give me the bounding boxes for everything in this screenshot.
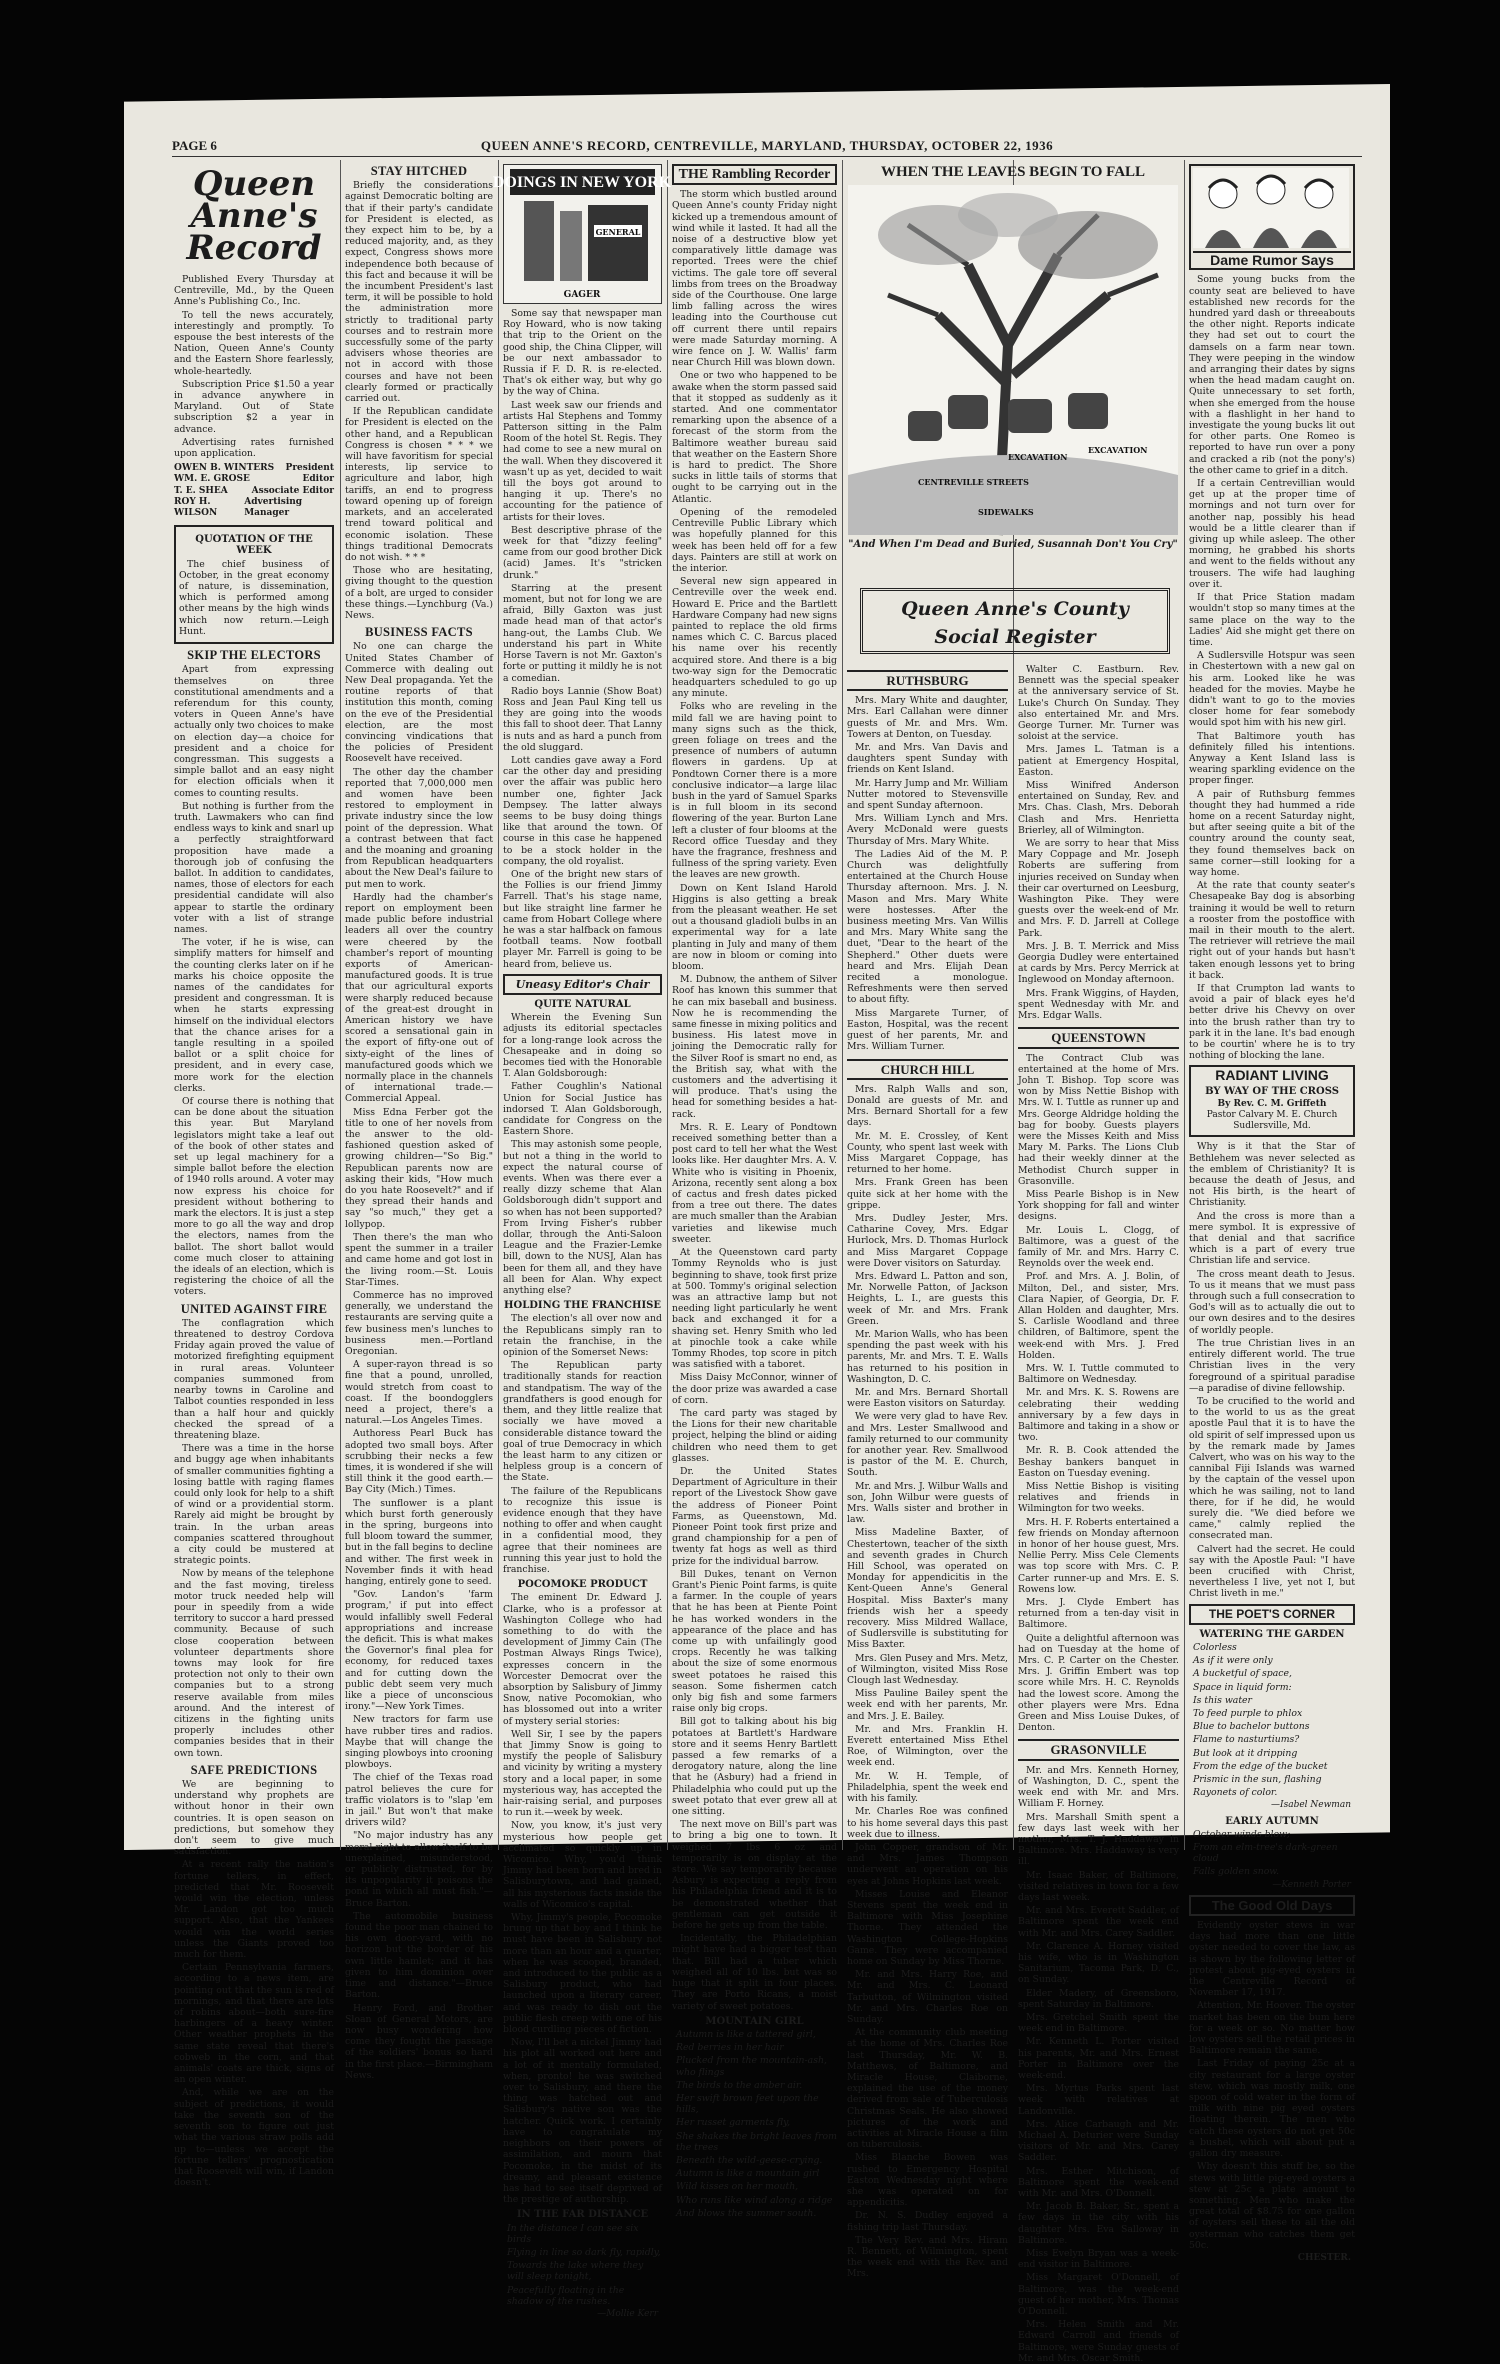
social-item: Mr. Louis L. Clogg, of Baltimore, was a guest of the family of Mr. and Mrs. Harry C. Reynolds over the week end. [1018, 1224, 1179, 1270]
article-paragraph: Certain Pennsylvania farmers, according to a news item, are pointing out that the sun is red of mornings, and that there are lots of robins about—both sure-fire harbingers of a heavy winter. Other weather prophets in the same state reveal that there's cobweb in the corn, and that animals' coats are thick, signs of an open winter. [174, 1962, 334, 2086]
social-item: Dr. N. S. Dudley enjoyed a fishing trip last Thursday. [847, 2210, 1008, 2233]
poets-corner-banner: THE POET'S CORNER [1189, 1604, 1355, 1625]
social-item: At the community club meeting at the home of Mrs. Charles Roe last Thursday, Mr. W. B. Matthews, of Baltimore, and Miracle House, Claiborne, explained the use of the money derived from sale of Tuberculosis Christmas Seals. He also showed pictures of the work and activities at Miracle House a film on tuberculosis. [847, 2027, 1008, 2151]
doings-title: DOINGS IN NEW YORK [492, 174, 672, 191]
article-paragraph: Miss Edna Ferber got the title to one of her novels from the answer to the old-fashioned question asked of growing children—"So Big." Republican parents now are asking their kids, "How much do you hate Roosevelt?" and if they spread their hands and say "so much," they get a lollypop. [345, 1106, 493, 1230]
poem-line: Is this water [1193, 1694, 1253, 1706]
article-paragraph: Now, I'll bet a nickel Jimmy had his plot all worked out here and a lot of it mentally formulated, when, pronto! he was switched over to Salisbury, and there the thing was hatched out and Salisbury's native son was the hatcher. Quick work. I certainly have to congratulate my neighbors on their powers of assimilation, and mourn that Pocomoke, in the midst of its dreamy, and pleasant existence has had to see itself deprived of the prestige of authorship. [503, 2037, 662, 2206]
social-item: Mrs. Mary White and daughter, Mrs. Earl Callahan were dinner guests of Mr. and Mrs. Wm. Towers at Denton, on Tuesday. [847, 695, 1008, 740]
article-paragraph: Opening of the remodeled Centreville Public Library which was hopefully planned for this week has been held off for a few days. Painters are still at work on the interior. [672, 506, 837, 574]
article-paragraph: The storm which bustled around Queen Anne's county Friday night kicked up a tremendous amount of wind while it lasted. It had all the noise of a destructive blow yet comparatively little damage was reported. Trees were the chief victims. The gale tore off several limbs from trees on the Broadway side of the Courthouse. One large limb falling across the wires leading into the Courthouse cut off current there until repairs were made Saturday morning. A wire fence on J. W. Wallis' farm near Church Hill was blown down. [672, 189, 837, 369]
rumor-item: Some young bucks from the county seat are believed to have established new records for the hundred yard dash or threeabouts the other night. Reports indicate they had set out to court the damsels on a farm near town. They were peeping in the window and arranging their dates by signs when the head madam caught on. Quite unnecessary to set forth, when she emerged from the house with a flashlight in her hand to investigate the young bucks lit out for other parts. One Romeo is reported to have run over a pony and cracked a rib (not the pony's) the other came to grief in a ditch. [1189, 274, 1355, 476]
staff-row: T. E. SHEA Associate Editor [174, 485, 334, 496]
rumor-item: At the rate that county seater's Chesapeake Bay dog is absorbing training it would be well to return a rooster from the postoffice with mail in their mouth to the alert. The retriever will retrieve the mail right out of your hands but hasn't taken enough lessons yet to bring it back. [1189, 880, 1355, 981]
social-item: John Copper, grandson of Mr. and Mrs. James Thompson underwent an operation on his eyes at Johns Hopkins last week. [847, 1841, 1008, 1887]
article-paragraph: Father Coughlin's National Union for Social Justice has indorsed T. Alan Goldsborough, candidate for Congress on the Eastern Shore. [503, 1081, 662, 1138]
article-paragraph: The failure of the Republicans to recognize this issue is evidence enough that they have nothing to offer and when caught in a confidential mood, they agree that their nominees are running this year just to hold the franchise. [503, 1485, 662, 1575]
column-opinion [345, 160, 493, 2081]
social-item: Mrs. W. I. Tuttle commuted to Baltimore on Wednesday. [1018, 1362, 1179, 1386]
social-item: Mr. Clarence A. Horney visited his wife, who is in Washington Sanitarium, Tacoma Park, D. C., on Sunday. [1018, 1940, 1179, 1986]
article-paragraph: No one can charge the United States Chamber of Commerce with dealing out New Deal propaganda. Yet the routine reports of that institution this month, coming on the eve of the Presidential election, are the most convincing vindications that the policies of President Roosevelt have received. [345, 641, 493, 765]
article-paragraph: Radio boys Lannie (Show Boat) Ross and Jean Paul King tell us they are going into the woods this fall to shoot deer. That Lanny is nuts and as hard a punch from the old sluggard. [503, 685, 662, 753]
social-item: Mr. M. E. Crossley, of Kent County, who spent last week with Miss Margaret Coppage, has returned to her home. [847, 1130, 1008, 1176]
staff-row: ROY H. WILSON Advertising Manager [174, 496, 303, 519]
poem-line: Red berries in her hair [676, 2042, 784, 2054]
social-item: Mr. and Mrs. Harry Roe, and Mr. and Mrs. C. Leonard Tarbutton, of Wilmington visited Mr. and Mrs. Charles Roe on Sunday. [847, 1969, 1008, 2025]
article-paragraph: Hardly had the chamber's report on employment been made public before industrial leaders all over the country were cheered by the chamber's report of mounting exports of American-manufactured goods. It is true that our agricultural exports were sharply reduced because of the great-est drought in American history we have scored a sensational gain in the export of fifty-one out of sixty-eight of the lines of manufactured goods which we normally place in the channels of international trade.—Commercial Appeal. [345, 891, 493, 1105]
social-item: Miss Margarete Turner, of Easton, Hospital, was the recent guest of her parents, Mr. and Mrs. William Turner. [847, 1007, 1008, 1053]
subscription-note: Subscription Price $1.50 a year in advance anywhere in Maryland. Out of State subscription $2 a year in advance. [174, 378, 334, 435]
masthead [172, 138, 1362, 157]
social-item: Mr. Kenneth L. Porter visited his parents, Mr. and Mrs. Ernest Porter in Baltimore over the week-end. [1018, 2036, 1179, 2081]
article-heading: POCOMOKE PRODUCT [517, 1579, 648, 1591]
article-paragraph: "No major industry has any moral right to allow itself to be unexplained, misunderstood, or publicly distrusted, for by its unpopularity it poisons the pond in which all must fish."—Bruce Barton. [345, 1830, 493, 1909]
doings-sign: GENERAL [595, 227, 641, 237]
article-paragraph: Mrs. R. E. Leary of Pondtown received something better than a post card to tell her what the West looks like. Her daughter Mrs. A. V. White who is visiting in Phoenix, Arizona, recently sent along a box of cactus and fresh dates picked from a tree out there. The dates are much smaller than the Arabian varieties and likewise much sweeter. [672, 1121, 837, 1245]
column-social-2 [1018, 664, 1179, 2364]
dame-rumor-heading: Dame Rumor Says [1193, 251, 1351, 266]
social-item: Mr. Harry Jump and Mr. William Nutter motored to Stevensville and spent Sunday afternoon. [847, 777, 1008, 812]
social-item: Mr. Jacob B. Baker, Sr., spent a few days in the city with his daughter Mrs. Eva Salloway in Baltimore. [1018, 2201, 1179, 2246]
article-heading: STAY HITCHED [370, 164, 468, 178]
column-rambling-recorder [672, 160, 837, 2219]
article-paragraph: Several new sign appeared in Centreville over the week end. Howard E. Price and the Bartlett Hardware Company had new signs painted to replace the old firms names which C. C. Barcus placed his name over his recently acquired store. And there is a big two-way sign for the Democratic headquarters scheduled to go up any minute. [672, 576, 837, 700]
cartoon-label: EXCAVATION [1008, 452, 1068, 462]
poem-line: As if it were only [1193, 1655, 1273, 1667]
cartoon-caption: "And When I'm Dead and Buried, Susannah Don't You Cry" [848, 539, 1178, 550]
article-paragraph: The Republican party traditionally stands for reaction and standpatism. The way of the grandfathers is good enough for them, and they little realize that socially we have moved a considerable distance toward the goal of true Democracy in which the least harm to any citizen or helpless group is a concern of the State. [503, 1360, 662, 1484]
cartoon-drawing [848, 185, 1178, 535]
article-paragraph: At the Queenstown card party Tommy Reynolds who is just beginning to shave, took first prize at 500. Tommy's original selection was an attractive lamp but not needing light particularly he went back and exchanged it for a shaving set. Henry Smith who led at pinochle took a cake while Tommy Rhodes, top score in pitch was satisfied with a taboret. [672, 1247, 837, 1371]
social-item: Miss Madeline Baxter, of Chestertown, teacher of the sixth and seventh grades in Church Hill School, was operated on Monday for appendicitis in the Kent-Queen Anne's General Hospital. Miss Baxter's many friends wish her a speedy recovery. Miss Mildred Wallace, of Sudlersville is substituting for Miss Baxter. [847, 1527, 1008, 1651]
doings-in-new-york-illustration [492, 164, 672, 304]
article-paragraph: And the cross is more than a mere symbol. It is expressive of that denial and that sacrifice which is a part of every true Christian life and service. [1189, 1210, 1355, 1267]
poem-line: She shakes the bright leaves from the trees [676, 2130, 837, 2153]
poem-line: Falls golden snow. [1193, 1866, 1280, 1878]
article-paragraph: Now, you know, it's just very mysterious how people get acclimated so quickly up in Wicomico. Why, you'd think Jimmy had been born and bred in Salisburytown, and had gained, all his mysterious facts inside the walls of Wicomico's capital. [503, 1820, 662, 1910]
radiant-living-subheading: BY WAY OF THE CROSS [1205, 1085, 1339, 1097]
social-item: Mrs. Frank Green has been quite sick at her home with the grippe. [847, 1177, 1008, 1211]
article-paragraph: The election's all over now and the Republicans simply ran to retain the franchise, in the opinion of the Somerset News: [503, 1313, 662, 1359]
article-paragraph: At a recent rally the nation's fortune tellers, in effect, predicted that Mr. Roosevelt would win the election, unless Mr. Landon got too much support. Also, that the Yankees would win the world series unless the Giants proved too much for them. [174, 1859, 334, 1961]
poem-line: From the edge of the bucket [1193, 1760, 1328, 1772]
social-item: Mr. and Mrs. Bernard Shortall were Easton visitors on Saturday. [847, 1386, 1008, 1410]
article-heading: HOLDING THE FRANCHISE [504, 1300, 661, 1312]
social-item: Mrs. Myrtus Parks spent last week with relatives at Landonville. [1018, 2083, 1179, 2117]
poem-line: Her russet garments fly, [676, 2117, 791, 2129]
social-item: Miss Margaret O'Donnell, of Baltimore, was the week-end guest of her mother, Mrs. Thomas O'Donnell. [1018, 2272, 1179, 2318]
staff-row: OWEN B. WINTERS President [174, 463, 334, 474]
article-paragraph: Down on Kent Island Harold Higgins is also getting a break from the pleasant weather. He set out a thousand gladioli bulbs in an experimental way for a late planting in July and many of them are now in bloom or coming into bloom. [672, 882, 837, 973]
article-paragraph: Of course there is nothing that can be done about the situation this year. But Maryland legislators might take a leaf out of the book of other states and set up legal machinery for a simple ballot before the election of 1940 rolls around. A voter may now express his choice for president without bothering to mark the electors. It is just a step more to go all the way and drop the electors, names from the ballot. The short ballot would come much closer to attaining the ideals of an election, which is registering the choice of all the voters. [174, 1096, 334, 1298]
social-item: Mr. Charles Roe was confined to his home several days this past week due to illness. [847, 1806, 1008, 1840]
article-paragraph: Well Sir, I see by the papers that Jimmy Snow is going to mystify the people of Salisbury and vicinity by writing a mystery story and a local paper, in some mysterious way, has accepted the hair-raising serial, and purposes to run it.—week by week. [503, 1728, 662, 1819]
article-paragraph: Some say that newspaper man Roy Howard, who is now taking that trip to the Orient on the good ship, the China Clipper, will be our next ambassador to Russia if F. D. R. is re-elected. That's ok either way, but why go by the way of China. [503, 308, 662, 398]
article-paragraph: Bill got to talking about his big potatoes at Bartlett's Hardware store and it seems Henry Bartlett passed a few remarks of a derogatory nature, along the line that he (Asbury) had a friend in Philadelphia who could put up the sweet potato that ever grew all at one sitting. [672, 1716, 837, 1818]
column-rule [842, 160, 843, 1850]
good-old-days-banner: The Good Old Days [1189, 1895, 1355, 1916]
poem-line: Autumn is like a tattered girl, [676, 2028, 816, 2040]
social-item: Walter C. Eastburn. Rev. Bennett was the special speaker at the anniversary service of St. Luke's Church On Sunday. They also entertained Mr. and Mrs. George Turner. Mr. Turner was soloist at the service. [1018, 664, 1179, 743]
logo-line: Record [186, 228, 322, 268]
logo-line: Queen Anne's [190, 164, 318, 236]
column-rule [667, 160, 668, 1850]
article-paragraph: Miss Daisy McConnor, winner of the door prize was awarded a case of corn. [672, 1372, 837, 1406]
social-item: Elder Madery, of Greensboro, spent Saturday in Baltimore. [1018, 1987, 1179, 2010]
social-item: Quite a delightful afternoon was had on Tuesday at the home of Mrs. C. P. Carter on the Chester. Mrs. J. Griffin Embert was top score while Mrs. H. C. Reynolds had the lowest score. Among the other players were Mrs. Edna Green and Miss Louise Dukes, of Denton. [1018, 1632, 1179, 1734]
social-item: Prof. and Mrs. A. J. Bolin, of Milton, Del., and sister, Mrs. Clara Napier, of Georgia, Dr. F. Allan Holden and daughter, Mrs. S. Carlisle Woodland and three children, of Baltimore, spent the week-end with Mrs. J. Fred Holden. [1018, 1271, 1179, 1361]
advertising-note: Advertising rates furnished upon application. [174, 436, 334, 460]
article-paragraph: To be crucified to the world and to the world to us as the great apostle Paul that it is to have the old spirit of self impressed upon us by the remark made by James Calvert, who was on his way to the cannibal Fiji Islands was warned by the captain of the vessel upon which he was sailing, not to land there, for if he did, he would surely die. "We died before we came," calmly replied the consecrated man. [1189, 1395, 1355, 1542]
poem-heading: EARLY AUTUMN [1225, 1815, 1319, 1827]
banner-line: Social Register [934, 626, 1096, 648]
poem-line: Peacefully floating in the shadow of the rushes. [507, 2284, 625, 2307]
quotation-box [174, 525, 334, 644]
social-item: Mrs. Alice Carbaugh and Mr. Michael A. Deturier were Sunday visitors of Mr. and Mrs. Carey Saddler. [1018, 2118, 1179, 2164]
social-item: Mrs. Dudley Jester, Mrs. Catharine Covey, Mrs. Edgar Hurlock, Mrs. D. Thomas Hurlock and Miss Margaret Coppage were Dover visitors on Saturday. [847, 1212, 1008, 1269]
article-paragraph: Apart from expressing themselves on three constitutional amendments and a referendum for this county, voters in Queen Anne's have actually only two choices to make on election day—a choice for president and a choice for congressman. This suggests a simple ballot and an easy night for election officials when it comes to counting results. [174, 664, 334, 799]
quotation-text: The chief business of October, in the great economy of nature, is dissemination, which is performed among other means by the high winds which now return.—Leigh Hunt. [179, 558, 329, 637]
quotation-heading: QUOTATION OF THE WEEK [195, 534, 313, 557]
poem-heading: WATERING THE GARDEN [1199, 1628, 1345, 1640]
poem-byline: —Kenneth Porter [1272, 1879, 1351, 1890]
article-paragraph: The cross meant death to Jesus. To us it means that we must pass through such a full consecration to God's will as to actually die out to our own desires and to the desires of worldly people. [1189, 1268, 1355, 1336]
article-paragraph: One of the bright new stars of the Follies is our friend Jimmy Farrell. That's his stage name, but like straight line farmer he came from Hobart College where he was a star halfback on famous football teams. Now football player Mr. Farrell is going to be heard from, believe us. [503, 868, 662, 970]
article-paragraph: Briefly the considerations against Democratic bolting are that if their party's candidate for President is elected, as they expect him to be, by a reduced majority, and, as they expect, Congress shows more independence both because of this fact and because it will be the incumbent President's last term, it will be possible to hold the administration more strictly to traditional party courses and to restrain more successfully some of the party advisers whose theories are not in accord with those courses and have not been clearly formed or practically carried out. [345, 180, 493, 405]
poem-line: Colorless [1193, 1641, 1237, 1653]
poem-heading: IN THE FAR DISTANCE [516, 2209, 649, 2221]
social-item: Mrs. Marshall Smith spent a few days last week with her mother, Mrs. T. J. Haddaway in Baltimore. Mrs. Haddaway is very ill. [1018, 1811, 1179, 1868]
article-paragraph: Bill Dukes, tenant on Vernon Grant's Pienic Point farms, is quite a farmer. In the couple of years that he has been at Piente Point he has worked wonders in the appearance of the place and has come up with unfailingly good crops. Recently he was talking about the size of some enormous sweet potatoes he raised this season. Some fishermen catch only big fish and some farmers raise only big crops. [672, 1568, 837, 1715]
poem-line: Towards the lake where they will sleep tonight, [507, 2260, 644, 2283]
signature: CHESTER. [1297, 2252, 1351, 2263]
social-item: We are sorry to hear that Miss Mary Coppage and Mr. Joseph Roberts are suffering from injuries received on Sunday when their car overturned on Leesburg, Washington Pike. They were guests over the week-end of Mr. and Mrs. F. D. Jarrell at College Park. [1018, 838, 1179, 939]
article-heading: QUITE NATURAL [534, 998, 631, 1010]
social-item: The Ladies Aid of the M. P. Church was delightfully entertained at the Church House Thursday afternoon. Mrs. J. N. Mason and Mrs. Mary White were hostesses. After the business meeting Mrs. Van Willis and Mrs. Mary White sang the duet, "Dear to the heart of the Shepherd." Other duets were heard and Mrs. Elijah Dean recited a monologue. Refreshments were then served to about fifty. [847, 848, 1008, 1006]
town-heading: RUTHSBURG [847, 670, 1008, 691]
article-paragraph: The other day the chamber reported that 7,000,000 men and women have been restored to employment in private industry since the low point of the depression. What a contrast between that fact and the moaning and groaning from Republican headquarters about the New Deal's failure to put men to work. [345, 766, 493, 890]
article-paragraph: Why, Jimmy's people, Pocomoke brung up that boy and I think he must have been in Salisbury not more than an hour and a quarter, when he was scooped, branded, and introduced to the public as a Salisbury product, who had launched upon a literary career, and was ready to dish out the public flesh creep with one of his blood curdling pieces of fiction. [503, 1912, 662, 2036]
social-item: The Very Rev. and Mrs. Hiram R. Bennett, of Wilmington, spent the week end with the Rev. and Mrs. [847, 2234, 1008, 2280]
article-paragraph: A super-rayon thread is so fine that a pound, unrolled, would stretch from coast to coast. If the boondogglers need a project, there's a natural.—Los Angeles Times. [345, 1359, 493, 1427]
poem-line: Rayonets of color. [1193, 1787, 1278, 1799]
gossip-ladies-illustration [1193, 168, 1349, 248]
author-line: Sudlersville, Md. [1233, 1121, 1311, 1132]
radiant-living-box [1189, 1065, 1355, 1137]
article-paragraph: Lott candies gave away a Ford car the other day and presiding over the affair was public hero number one, fighter Jack Dempsey. The latter always seems to be busy doing things like that around the town. Of course in this case he happened to be a stock holder in the company, the old royalist. [503, 754, 662, 867]
article-paragraph: Last Friday of paying 25c at a city restaurant for a large oyster stew, which was mostly milk, one spoon of cold water in the form of milk with nine pig eyed oysters floating therein. The men who catch these oysters do not get 50c a bushel, which will about put a gallon dry measure. [1189, 2058, 1355, 2160]
article-paragraph: Authoress Pearl Buck has adopted two small boys. After scrubbing their necks a few times, it is wondered if she will still think it the good earth.—Bay City (Mich.) Times. [345, 1428, 493, 1496]
article-paragraph: And, while we are on the subject of predictions, it would take the seventh son of the seventh son to figure out just what the various straw polls add up to—unless we accept the fortune tellers' prognostication that Roosevelt will win, if Landon doesn't. [174, 2087, 334, 2189]
article-heading: UNITED AGAINST FIRE [180, 1301, 328, 1316]
article-heading: BUSINESS FACTS [365, 625, 473, 640]
article-paragraph: Attention, Mr. Hoover. The oyster market has been on the bum here for a week or so. No matter how low oysters sell the retail prices in Baltimore remain the same. [1189, 2000, 1355, 2057]
social-item: Mr. and Mrs. Everett Saddler, of Baltimore spent the week end with Mr. and Mrs. Carey Saddler. [1018, 1905, 1179, 1939]
article-paragraph: But nothing is further from the truth. Lawmakers who can find endless ways to kink and snarl up a perfectly straightforward proposition have made a thorough job of confusing the ballot. In addition to candidates, names, those of electors for each presidential candidate will also appear to startle the ordinary voter with a list of strange names. [174, 800, 334, 935]
staff-list [174, 463, 334, 519]
article-heading: SAFE PREDICTIONS [190, 1762, 318, 1777]
article-heading: SKIP THE ELECTORS [187, 648, 321, 663]
article-paragraph: Wherein the Evening Sun adjusts its editorial spectacles for a long-range look across the Chesapeake and in doing so becomes tied with the Honorable T. Alan Goldsborough: [503, 1012, 662, 1080]
article-paragraph: Evidently oyster stews in war days had more than one little oyster needed to cover the law, as is shown by the following letter of protest about pig-eyed oysters in the Centreville Record of November 17, 1917. [1189, 1920, 1355, 1999]
cartoon-label: CENTREVILLE STREETS [918, 477, 1029, 487]
article-paragraph: New tractors for farm use have rubber tires and radios. Maybe that will change the singing plowboys into crooning plowboys. [345, 1714, 493, 1771]
poem-line: October winds blow; [1193, 1828, 1291, 1840]
poem-line: But look at it dripping [1193, 1747, 1298, 1759]
published-note: Published Every Thursday at Centreville, Md., by the Queen Anne's Publishing Co., Inc. [174, 274, 334, 308]
social-item: Mr. R. B. Cook attended the Beshay bankers banquet in Easton on Tuesday evening. [1018, 1445, 1179, 1479]
social-item: Mrs. William Lynch and Mrs. Avery McDonald were guests Thursday of Mrs. Mary White. [847, 813, 1008, 847]
article-paragraph: One or two who happened to be awake when the storm passed said that it stopped as suddenly as it started. And one commentator remarking upon the absence of a forecast of the storm from the Baltimore weather bureau said that weather on the Eastern Shore is hard to predict. The Shore sucks in little tails of storms that ought to be carrying out in the Atlantic. [672, 370, 837, 505]
rumor-item: That Baltimore youth has definitely filled his intentions. Anyway a Kent Island lass is wearing sparkling evidence on the proper finger. [1189, 730, 1355, 787]
article-paragraph: Incidentally, the Philadelphian might have had a bigger test than that. Bill had a tuber which weighed all of 10 lbs. but was so huge that it split in four places. They are Porto Ricans, a moist variety of sweet potatoes. [672, 1933, 837, 2012]
poem-byline: —Isabel Newman [1271, 1800, 1351, 1811]
article-paragraph: Why is it that the Star of Bethlehem was never selected as the emblem of Christianity? It is because the death of Jesus, and not His birth, is the heart of Christianity. [1189, 1141, 1355, 1209]
rambling-recorder-banner: THE Rambling Recorder [672, 164, 837, 185]
article-paragraph: "Gov. Landon's 'farm program,' if put into effect would infallibly swell Federal appropriations and increase the deficit. This is what makes the Governor's final plea for economy, for reduced taxes and for cutting down the public debt seem very much like a piece of unconscious irony."—New York Times. [345, 1589, 493, 1713]
social-item: Mr. and Mrs. Kenneth Horney, of Washington, D. C., spent the week end with Mr. and Mrs. William F. Horney. [1018, 1764, 1179, 1810]
social-item: Misses Louise and Eleanor Stevens spent the week end in Baltimore with Miss Josephine Thorne. They attended the Washington College-Hopkins Game. They were accompanied home on Sunday by Miss Thorne. [847, 1888, 1008, 1967]
social-item: Mrs. Edward L. Patton and son, Mr. Norwelle Patton, of Jackson Heights, L. I., are guests this week of Mr. and Mrs. Frank Green. [847, 1270, 1008, 1327]
record-logo [174, 164, 334, 268]
page-number: PAGE 6 [172, 138, 217, 153]
banner-line: Queen Anne's County [901, 598, 1129, 620]
poem-line: From an elm-tree's dark-green cloud [1193, 1842, 1338, 1865]
column-rule [340, 160, 341, 1850]
article-paragraph: The true Christian lives in an entirely different world. The true Christian lives in the very foreground of a spiritual paradise—a paradise of divine fellowship. [1189, 1337, 1355, 1394]
article-paragraph: The voter, if he is wise, can simplify matters for himself and the counting clerks later on if he marks his choice opposite the names of the candidates for president and congressman. It is when he starts expressing himself on the individual electors that the chance arises for a tangle resulting in a spoiled ballot or a split choice for president, and in every case, more work for the election clerks. [174, 937, 334, 1094]
poem-line: Who runs like wind along a ridge [676, 2194, 833, 2206]
town-heading: CHURCH HILL [847, 1059, 1008, 1080]
poem-line: Beneath the wild-geese-crying. [676, 2154, 823, 2166]
poem-line: Plucked from the mountain-ash, who flings [676, 2055, 827, 2078]
social-item: Miss Blanche Bowen was rushed to Emergency Hospital Easton Wednesday night where she was operated on for appendicitis. [847, 2152, 1008, 2209]
social-item: Miss Pauline Bailey spent the week end with her parents, Mr. and Mrs. J. E. Bailey. [847, 1688, 1008, 1722]
column-social-1 [847, 664, 1008, 2280]
radiant-living-heading: RADIANT LIVING [1215, 1067, 1329, 1084]
social-item: The Contract Club was entertained at the home of Mrs. John T. Bishop. Top score was won by Miss Nettie Bishop with Mrs. W. I. Tuttle as runner up and Mrs. George Aldridge holding the bag for booby. Guests players were the Misses Keith and Miss Mary M. Parks. The Lions Club had their weekly dinner at the Methodist Church supper in Grasonville. [1018, 1052, 1179, 1187]
poem-line: Wild kisses on her mouth, [676, 2181, 799, 2193]
social-item: Miss Nettie Bishop is visiting relatives and friends in Wilmington for two weeks. [1018, 1481, 1179, 1515]
article-paragraph: Now by means of the telephone and the fast moving, tireless motor truck needed help will pour in speedily from a wide territory to succor a hard pressed community. Because of such close cooperation between volunteer departments shore towns may look for fire protection not only to their own companies but to a strong reserve available from miles around. And the interest of citizens in the fighting units properly includes other companies besides that in their own town. [174, 1568, 334, 1759]
editorial-cartoon [848, 160, 1178, 580]
rumor-item: A Sudlersville Hotspur was seen in Chestertown with a new gal on his arm. Looked like he was headed for the movies. Maybe he didn't want to go to the movies closer home for fear somebody would spot him with his new girl. [1189, 650, 1355, 729]
rumor-item: If that Price Station madam wouldn't stop so many times at the same place on the way to the Ladies' Aid she might get there on time. [1189, 592, 1355, 648]
column-rule [498, 160, 499, 1850]
article-paragraph: Why doesn't this stuff be, so the stews with little pig-eyed oysters a stew at 25c a plate amount to something. Men who make the great total of $8.75 for one gallon of oysters sell these to all the old oysterman who catches them get 50c. [1189, 2161, 1355, 2251]
article-paragraph: This may astonish some people, but not a thing in the world to expect the natural course of events. When was there ever a really dizzy scheme that Alan Goldsborough didn't support and so when has not been supported? From Irving Fisher's rubber dollar, through the Anti-Saloon League and the Frazier-Lemke bill, down to the NUSJ, Alan has been for them all, and they have all been for Alan. Why expect anything else? [503, 1139, 662, 1297]
poem-heading: MOUNTAIN GIRL [705, 2015, 804, 2027]
social-item: We were very glad to have Rev. and Mrs. Lester Smallwood and family returned to our community for another year. Rev. Smallwood is pastor of the M. E. Church, South. [847, 1411, 1008, 1479]
article-paragraph: Those who are hesitating, giving thought to the question of a bolt, are urged to consider these things.—Lynchburg (Va.) News. [345, 565, 493, 621]
social-item: Mr. and Mrs. Franklin H. Everett entertained Miss Ethel Roe, of Wilmington, over the week end. [847, 1723, 1008, 1769]
cartoon-title: WHEN THE LEAVES BEGIN TO FALL [880, 164, 1146, 180]
social-item: Mr. Isaac Baker, of Baltimore, visited relatives in town for a few days last week. [1018, 1869, 1179, 1903]
social-register-banner [860, 588, 1170, 654]
poem-line: A bucketful of space, [1193, 1668, 1292, 1680]
cartoon-label: SIDEWALKS [978, 507, 1034, 517]
column-rule [1184, 160, 1185, 1850]
social-item: Mr. and Mrs. J. Wilbur Walls and son, John Wilbur were guests of Mrs. Walls sister and brother in law. [847, 1480, 1008, 1526]
article-paragraph: The next move on Bill's part was to bring a big one to town. It weighed 7 lbs 6 oz and temporarily is on display at the store. We say temporarily because Asbury is expecting a reply from his Philadelphia friend and it is to be demonstrated whether that gentleman can get outside it before he gets up from the table. [672, 1819, 837, 1932]
social-item: Mrs. Helen Smith and Mr. Edward Carroll and friends of Baltimore, were Sunday guests of Mr. and Mrs. Oscar Smith. [1018, 2319, 1179, 2364]
article-paragraph: The automobile business found the poor man chained to his own door-yard, with no horizon but the border of his own little hamlet; and it has given to him dominion over time and distance."—Bruce Barton. [345, 1910, 493, 2001]
social-item: Mr. and Mrs. K. S. Rowens are celebrating their wedding anniversary by a few days in Baltimore and taking in a show or two. [1018, 1387, 1179, 1444]
article-paragraph: M. Dubnow, the anthem of Silver Roof has known this summer that he can mix baseball and business. Now he is recommending the same finesse in mixing politics and business. His latest move in joining the Democratic rally for the Silver Roof is smart no end, as the British say, what with the customers and the advertising it will produce. That's using the head for something besides a hat-rack. [672, 974, 837, 1120]
town-heading: GRASONVILLE [1018, 1739, 1179, 1760]
poem-line: To feed purple to phlox [1193, 1707, 1303, 1719]
column-doings [492, 160, 672, 2319]
poem-line: Blue to bachelor buttons [1193, 1721, 1310, 1733]
article-paragraph: Best descriptive phrase of the week for that "dizzy feeling" came from our good brother Dick (acid) James. It's "stricken drunk." [503, 524, 662, 581]
masthead-line: QUEEN ANNE'S RECORD, CENTREVILLE, MARYLAND, THURSDAY, OCTOBER 22, 1936 [480, 138, 1054, 153]
social-item: Miss Pearle Bishop is in New York shopping for fall and winter designs. [1018, 1188, 1179, 1223]
article-paragraph: We are beginning to understand why prophets are without honor in their own countries. It is open season on predictions, but somehow they don't seem to give much satisfaction. [174, 1779, 334, 1858]
poem-line: Flame to nasturtiums? [1193, 1734, 1300, 1746]
social-item: Mrs. James L. Tatman is a patient at Emergency Hospital, Easton. [1018, 744, 1179, 778]
poem-line: Space in liquid form: [1193, 1681, 1292, 1693]
social-item: Mr. and Mrs. Van Davis and daughters spent Sunday with friends on Kent Island. [847, 742, 1008, 776]
social-item: Mrs. Gretchel Smith spent the week end in Baltimore. [1018, 2011, 1179, 2035]
editor-chair-banner: Uneasy Editor's Chair [503, 974, 662, 995]
dame-rumor-box [1189, 164, 1355, 270]
article-paragraph: Calvert had the secret. He could say with the Apostle Paul: "I have been crucified with Christ, nevertheless I live, yet not I, but Christ liveth in me." [1189, 1543, 1355, 1600]
social-item: Mrs. H. F. Roberts entertained a few friends on Monday afternoon in honor of her house guest, Mrs. Nellie Perry. Miss Cele Clements was top score with Mrs. C. P. Carter runner-up and Mrs. E. S. Rowens low. [1018, 1516, 1179, 1595]
poem-line: The birds to the amber air. [676, 2079, 803, 2091]
social-item: Mrs. J. B. T. Merrick and Miss Georgia Dudley were entertained at cards by Mrs. Percy Merrick at Inglewood on Monday afternoon. [1018, 940, 1179, 986]
social-item: Miss Winifred Anderson entertained on Sunday, Rev. and Mrs. Chas. Clash, Mrs. Deborah Clash and Mrs. Henrietta Brierley, all of Wilmington. [1018, 780, 1179, 836]
article-paragraph: There was a time in the horse and buggy age when inhabitants of smaller communities fighting a losing battle with raging flames could only look for help to a shift of wind or a providential storm. Rarely aid might be brought by train. In the urban areas companies scattered throughout a city could be mustered at strategic points. [174, 1443, 334, 1567]
social-item: Mrs. Ralph Walls and son, Donald are guests of Mr. and Mrs. Bernard Shortall for a few days. [847, 1083, 1008, 1129]
article-paragraph: The card party was staged by the Lions for their new charitable project, helping the blind or aiding children who need them to get glasses. [672, 1407, 837, 1464]
doings-author: GAGER [563, 290, 601, 300]
social-item: Mr. W. H. Temple, of Philadelphia, spent the week end with his family. [847, 1770, 1008, 1805]
article-paragraph: The sunflower is a plant which burst forth generously in the spring, burgeons into full bloom toward the summer, but in the fall begins to decline and wither. The first week in November finds it with head hanging, entirely gone to seed. [345, 1497, 493, 1587]
town-heading: QUEENSTOWN [1018, 1027, 1179, 1048]
social-item: Mrs. Glen Pusey and Mrs. Metz, of Wilmington, visited Miss Rose Clough last Wednesday. [847, 1652, 1008, 1687]
staff-row: WM. E. GROSE Editor [174, 474, 334, 485]
article-paragraph: Folks who are reveling in the mild fall we are having point to many signs such as the thick, green foliage on trees and the presence of numbers of autumn flowers in gardens. Up at Pondtown Corner there is a more conclusive indicator—a large lilac bush in the yard of Samuel Sparks is in full bloom in its second flowering of the year. Burton Lane left a cluster of four blooms at the Record office Tuesday and they have the fragrance, freshness and fullness of the spring variety. Even the leaves are new growth. [672, 701, 837, 881]
article-paragraph: The conflagration which threatened to destroy Cordova Friday again proved the value of motorized firefighting equipment in rural areas. Volunteer companies summoned from nearby towns in Caroline and Talbot counties responded in less than a half hour and quickly checked the spread of a threatening blaze. [174, 1317, 334, 1441]
social-item: Mrs. J. Clyde Embert has returned from a ten-day visit in Baltimore. [1018, 1597, 1179, 1631]
poem-line: Flying in line so dark fly, rapidly, [507, 2246, 661, 2258]
article-paragraph: Commerce has no improved generally, we understand the restaurants are serving quite a few business men's lunches to business men.—Portland Oregonian. [345, 1289, 493, 1357]
column-features [1189, 160, 1355, 2263]
rumor-item: If that Crumpton lad wants to avoid a pair of black eyes he'd better drive his Chevvy on over into the brush rather than try to park it in the lane. It's bad enough to be courtin' where he is to try nothing of blocking the lane. [1189, 983, 1355, 1062]
cartoon-label: EXCAVATION [1088, 445, 1148, 455]
author-line: By Rev. C. M. Griffeth [1217, 1098, 1327, 1109]
poem-line: In the distance I can see six birds [507, 2222, 639, 2245]
article-paragraph: The eminent Dr. Edward J. Clarke, who is a professor at Washington College who had something to do with the development of Jimmy Cain (The Postman Always Rings Twice), expresses concern in the Worcester Democrat over the absorption by Salisbury of Jimmy Snow, native Pocomokian, who has blossomed out into a writer of mystery serial stories: [503, 1592, 662, 1727]
mission-statement: To tell the news accurately, interestingly and promptly. To espouse the best interests of the Nation, Queen Anne's County and the Eastern Shore fearlessly, whole-heartedly. [174, 309, 334, 377]
article-paragraph: The chief of the Texas road patrol believes the cure for traffic violators is to "slap 'em in jail." But won't that make drivers wild? [345, 1772, 493, 1829]
poem-line: Prismic in the sun, flashing [1193, 1774, 1322, 1785]
column-editorial [174, 160, 334, 2189]
article-paragraph: Last week saw our friends and artists Hal Stephens and Tommy Patterson sitting in the Palm Room of the hotel St. Regis. They had come to see a new mural on the wall. When they discovered it wasn't up as yet, decided to wait till the boys got around to hanging it up. There's no accounting for the patience of artists for their loves. [503, 399, 662, 523]
rumor-item: A pair of Ruthsburg femmes thought they had hummed a ride home on a recent Saturday night, but after seeing quite a bit of the country around the county seat, they found themselves back on same corner—still looking for a way home. [1189, 788, 1355, 878]
poem-byline: —Mollie Kerr [597, 2308, 658, 2319]
article-paragraph: Starring at the present moment, but not for long we are afraid, Billy Gaxton was just made head man of that actor's hang-out, the Lambs Club. We understand his part in White Horse Tavern is not Mr. Gaxton's forte or putting it mildly he is not a comedian. [503, 582, 662, 684]
social-item: Mrs. Esther Mitchison, of Baltimore spent the week-end with Mr. and Mrs. O'Donnell. [1018, 2165, 1179, 2199]
social-item: Mr. Marion Walls, who has been spending the past week with his parents, Mr. and Mrs. T. E. Walls has returned to his position in Washington, D. C. [847, 1328, 1008, 1385]
poem-line: Autumn is like a mountain girl [676, 2168, 820, 2180]
article-paragraph: If the Republican candidate for President is elected on the other hand, and a Republican Congress is chosen * * * we will have favoritism for special interests, lip service to agriculture and labor, high tariffs, an end to progress toward opening up of foreign markets, and an accelerated trend toward political and economic isolation. These things traditional Democrats do not wish. * * * [345, 406, 493, 563]
article-paragraph: Then there's the man who spent the summer in a trailer and came home and got lost in the living room.—St. Louis Star-Times. [345, 1231, 493, 1288]
poem-line: And blows the summer south. [676, 2207, 817, 2219]
article-paragraph: Dr. the United States Department of Agriculture in their report of the Livestock Show gave the address of Pioneer Point Farms, as Queenstown, Md. Pioneer Point took first prize and grand championship for a pen of twenty fat hogs as well as third prize for the individual barrow. [672, 1465, 837, 1567]
poem-line: Her swift brown feet upon the hills, [676, 2092, 819, 2116]
social-item: Miss Evelyn Bryan was a week-end visitor in Baltimore. [1018, 2248, 1179, 2271]
rumor-item: If a certain Centrevillian would get up at the proper time of mornings and not turn over for another nap, possibly his head would be a little clearer than if giving up while asleep. The other morning, he grabbed his shorts and went to the fields without any trousers. The wife had laughing over it. [1189, 478, 1355, 590]
article-paragraph: Henry Ford, and Brother Sloan of General Motors, are now busy wondering how come they fought the passage of the soldiers' bonus so hard in the first place.—Birmingham News. [345, 2002, 493, 2081]
social-item: Mrs. Frank Wiggins, of Hayden, spent Wednesday with Mr. and Mrs. Edgar Walls. [1018, 987, 1179, 1022]
author-line: Pastor Calvary M. E. Church [1206, 1110, 1338, 1121]
